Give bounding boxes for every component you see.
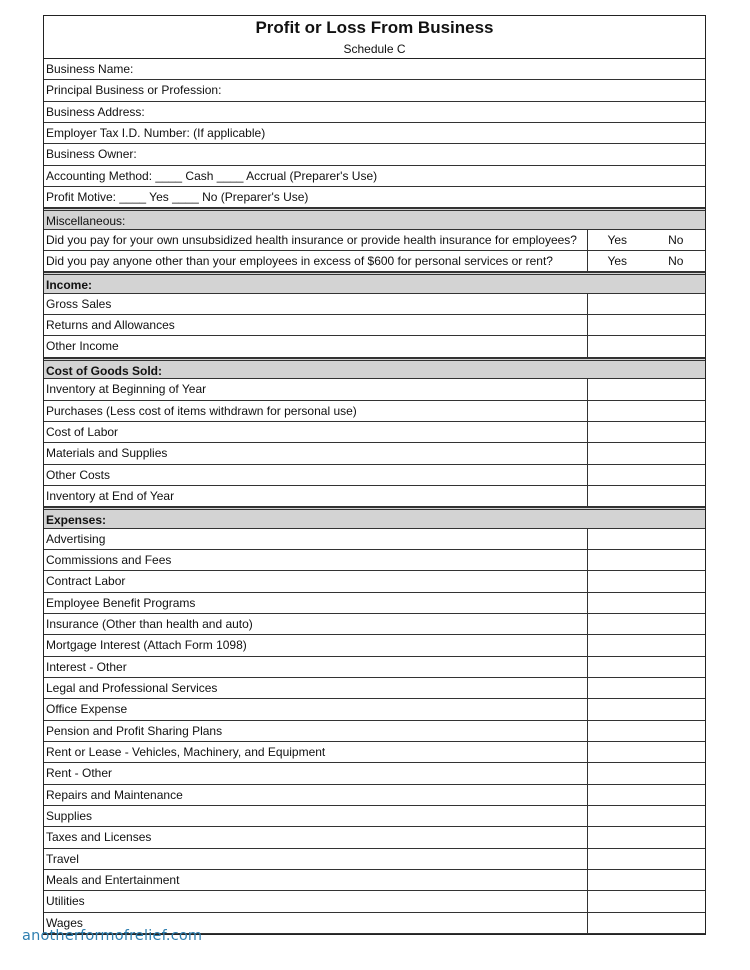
line-item-row: [44, 806, 705, 827]
amount-cell[interactable]: [587, 379, 705, 399]
form-header: [44, 16, 705, 59]
line-item-label: Office Expense: [46, 702, 128, 717]
amount-cell[interactable]: [587, 806, 705, 826]
line-item-row: [44, 550, 705, 571]
yes-option[interactable]: Yes: [607, 254, 628, 269]
line-item-label: Other Costs: [46, 467, 111, 482]
line-item-label: Pension and Profit Sharing Plans: [46, 723, 223, 738]
line-item-row: [44, 443, 705, 464]
line-item-row: [44, 422, 705, 443]
info-field-label: Profit Motive: ____ Yes ____ No (Preparer's Use): [46, 190, 309, 205]
amount-cell[interactable]: [587, 913, 705, 933]
line-item-label: Commissions and Fees: [46, 552, 172, 567]
amount-cell[interactable]: [587, 763, 705, 783]
line-item-row: [44, 827, 705, 848]
form-title: Profit or Loss From Business: [255, 18, 494, 37]
line-item-row: [44, 401, 705, 422]
line-item-row: [44, 849, 705, 870]
line-item-label: Interest - Other: [46, 659, 127, 674]
section-heading-miscellaneous: Miscellaneous:: [44, 208, 705, 229]
line-item-row: [44, 763, 705, 784]
amount-cell[interactable]: [587, 891, 705, 911]
amount-cell[interactable]: [587, 336, 705, 356]
amount-cell[interactable]: [587, 849, 705, 869]
line-item-row: [44, 465, 705, 486]
section-heading: [44, 507, 705, 528]
line-item-label: Contract Labor: [46, 574, 126, 589]
yes-no-choice: [587, 251, 705, 271]
info-field-label: Principal Business or Profession:: [46, 83, 222, 98]
info-field-label: Business Address:: [46, 104, 145, 119]
line-item-row: [44, 593, 705, 614]
no-option[interactable]: No: [668, 254, 684, 269]
info-field-row[interactable]: [44, 80, 705, 101]
line-item-label: Mortgage Interest (Attach Form 1098): [46, 638, 247, 653]
info-field-row[interactable]: [44, 123, 705, 144]
amount-cell[interactable]: [587, 785, 705, 805]
amount-cell[interactable]: [587, 593, 705, 613]
amount-cell[interactable]: [587, 614, 705, 634]
line-item-label: Wages: [46, 915, 83, 930]
line-item-label: Travel: [46, 851, 79, 866]
line-item-row: [44, 657, 705, 678]
amount-cell[interactable]: [587, 635, 705, 655]
info-field-label: Accounting Method: ____ Cash ____ Accrual (Preparer's Use): [46, 168, 378, 183]
misc-question-row: [44, 251, 705, 272]
line-item-label: Gross Sales: [46, 296, 112, 311]
business-info: [44, 59, 705, 208]
amount-cell[interactable]: [587, 657, 705, 677]
amount-cell[interactable]: [587, 315, 705, 335]
line-item-row: [44, 294, 705, 315]
info-field-row[interactable]: [44, 166, 705, 187]
misc-question-row: [44, 230, 705, 251]
yes-no-choice: [587, 230, 705, 250]
no-option[interactable]: No: [668, 232, 684, 247]
line-item-row: [44, 891, 705, 912]
line-item-label: Other Income: [46, 339, 119, 354]
line-item-label: Inventory at Beginning of Year: [46, 382, 207, 397]
line-item-row: [44, 699, 705, 720]
line-item-label: Repairs and Maintenance: [46, 787, 183, 802]
section-heading-label: Income:: [46, 278, 93, 293]
line-item-label: Legal and Professional Services: [46, 680, 218, 695]
line-item-row: [44, 336, 705, 357]
line-item-row: [44, 315, 705, 336]
line-item-label: Employee Benefit Programs: [46, 595, 196, 610]
line-item-row: [44, 379, 705, 400]
line-item-row: [44, 614, 705, 635]
misc-question-text: Did you pay for your own unsubsidized health insurance or provide health insurance for employees?: [46, 232, 577, 247]
line-item-label: Meals and Entertainment: [46, 873, 180, 888]
line-item-label: Supplies: [46, 809, 93, 824]
section-heading-label: Expenses:: [46, 513, 107, 528]
line-item-label: Utilities: [46, 894, 85, 909]
line-item-row: [44, 571, 705, 592]
watermark: anotherformofrelief.com: [22, 928, 203, 944]
info-field-row[interactable]: [44, 59, 705, 80]
amount-cell[interactable]: [587, 443, 705, 463]
line-item-label: Materials and Supplies: [46, 446, 168, 461]
form-sections: [44, 272, 705, 934]
line-item-row: [44, 742, 705, 763]
line-item-label: Inventory at End of Year: [46, 488, 175, 503]
section-heading: [44, 272, 705, 293]
amount-cell[interactable]: [587, 529, 705, 549]
info-field-label: Business Owner:: [46, 147, 137, 162]
info-field-row[interactable]: [44, 102, 705, 123]
form-subtitle: Schedule C: [343, 42, 406, 56]
amount-cell[interactable]: [587, 721, 705, 741]
misc-question-text: Did you pay anyone other than your employees in excess of $600 for personal services or rent?: [46, 254, 553, 269]
line-item-row: [44, 678, 705, 699]
line-item-row: [44, 870, 705, 891]
line-item-label: Advertising: [46, 531, 106, 546]
miscellaneous-questions: [44, 230, 705, 273]
amount-cell[interactable]: [587, 678, 705, 698]
amount-cell[interactable]: [587, 870, 705, 890]
amount-cell[interactable]: [587, 699, 705, 719]
info-field-label: Business Name:: [46, 62, 134, 76]
line-item-label: Rent - Other: [46, 766, 113, 781]
yes-option[interactable]: Yes: [607, 232, 628, 247]
line-item-label: Purchases (Less cost of items withdrawn for personal use): [46, 403, 357, 418]
amount-cell[interactable]: [587, 827, 705, 847]
amount-cell[interactable]: [587, 571, 705, 591]
amount-cell[interactable]: [587, 465, 705, 485]
line-item-row: [44, 486, 705, 507]
line-item-label: Taxes and Licenses: [46, 830, 152, 845]
line-item-row: [44, 785, 705, 806]
line-item-label: Rent or Lease - Vehicles, Machinery, and Equipment: [46, 745, 326, 759]
line-item-label: Insurance (Other than health and auto): [46, 616, 253, 631]
line-item-label: Returns and Allowances: [46, 318, 175, 333]
amount-cell[interactable]: [587, 401, 705, 421]
line-item-label: Cost of Labor: [46, 424, 119, 439]
amount-cell[interactable]: [587, 550, 705, 570]
info-field-row[interactable]: [44, 187, 705, 208]
line-item-row: [44, 721, 705, 742]
line-item-row: [44, 635, 705, 656]
info-field-row[interactable]: [44, 144, 705, 165]
amount-cell[interactable]: [587, 422, 705, 442]
amount-cell[interactable]: [587, 294, 705, 314]
amount-cell[interactable]: [587, 742, 705, 762]
line-item-row: [44, 529, 705, 550]
info-field-label: Employer Tax I.D. Number: (If applicable): [46, 126, 266, 141]
section-heading-label: Cost of Goods Sold:: [46, 363, 162, 378]
section-heading: [44, 358, 705, 379]
amount-cell[interactable]: [587, 486, 705, 506]
schedule-c-form: [43, 15, 706, 935]
